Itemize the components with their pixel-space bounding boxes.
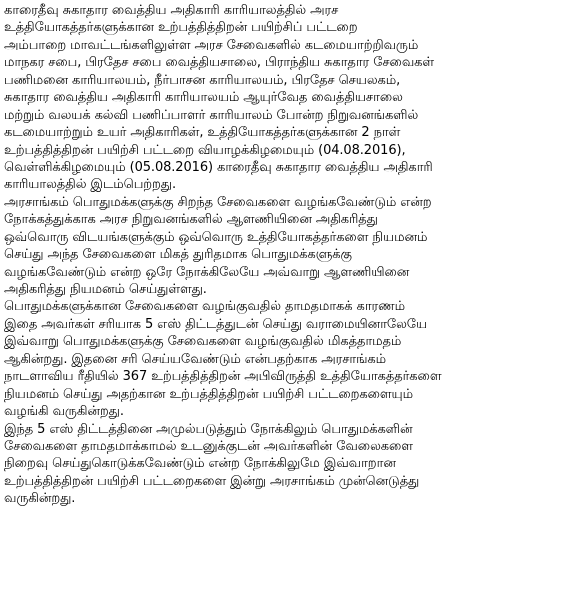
text-line: அதிகரித்து நியமனம் செய்துள்ளது. [4, 282, 207, 297]
text-line: இதை அவர்கள் சரியாக 5 எஸ் திட்டத்துடன் செய்து வராமையினாலேயே [4, 316, 428, 332]
text-line: வெள்ளிக்கிழமையும் (05.08.2016) காரைதீவு சுகாதார வைத்திய அதிகாரி [4, 159, 433, 175]
text-line: இந்த 5 எஸ் திட்டத்தினை அமுல்படுத்தும் நோக்கிலும் பொதுமக்களின் [4, 421, 413, 437]
text-line: நாடளாவிய ரீதியில் 367 உற்பத்தித்திறன் அபிவிருத்தி உத்தியோகத்தர்களை [4, 369, 442, 385]
text-line: உற்பத்தித்திறன் பயிற்சி பட்டறைகளை இன்று அரசாங்கம் முன்னெடுத்து [4, 473, 420, 489]
text-line: வருகின்றது. [4, 491, 76, 507]
text-line: பணிமனை காரியாலயம், நீர்பாசன காரியாலயம், பிரதேச செயலகம், [4, 72, 401, 88]
text-line: மாநகர சபை, பிரதேச சபை வைத்தியசாலை, பிராந்திய சுகாதார சேவைகள் [4, 55, 435, 71]
text-line: காரியாலத்தில் இடம்பெற்றது. [4, 177, 176, 193]
paragraph-2 [4, 194, 561, 299]
text-line: வழங்கி வருகின்றது. [4, 404, 124, 420]
text-line: சுகாதார வைத்திய அதிகாரி காரியாலயம் ஆயுர்வேத வைத்தியசாலை [4, 90, 403, 106]
paragraph-1 [4, 2, 561, 194]
text-line: பொதுமக்களுக்கான சேவைகளை வழங்குவதில் தாமதமாகக் காரணம் [4, 299, 405, 315]
text-line: நிறைவு செய்துகொடுக்கவேண்டும் என்ற நோக்கிலுமே இவ்வாறான [4, 456, 396, 472]
text-line: வழங்கவேண்டும் என்ற ஒரே நோக்கிலேயே அவ்வாறு ஆளணியினை [4, 264, 410, 280]
text-line: காரைதீவு சுகாதார வைத்திய அதிகாரி காரியாலத்தில் அரச [4, 3, 339, 18]
text-line: உத்தியோகத்தர்களுக்கான உற்பத்தித்திறன் பயிற்சிப் பட்டறை [4, 20, 358, 36]
text-line: ஆகின்றது. இதனை சரி செய்யவேண்டும் என்பதற்காக அரசாங்கம் [4, 351, 386, 367]
text-line: மற்றும் வலயக் கல்வி பணிப்பாளர் காரியாலம் போன்ற நிறுவனங்களில் [4, 107, 419, 123]
text-line: ஒவ்வொரு விடயங்களுக்கும் ஒவ்வொரு உத்தியோகத்தர்களை நியமனம் [4, 229, 428, 245]
text-line: நியமனம் செய்து அதற்கான உற்பத்தித்திறன் பயிற்சி பட்டறைகளையும் [4, 386, 413, 402]
text-line: சேவைகளை தாமதமாக்காமல் உடனுக்குடன் அவர்களின் வேலைகளை [4, 438, 413, 454]
text-line: உற்பத்தித்திறன் பயிற்சி பட்டறை வியாழக்கிழமையும் (04.08.2016), [4, 142, 406, 158]
paragraph-3 [4, 298, 561, 420]
text-line: அம்பாறை மாவட்டங்களிலுள்ள அரச சேவைகளில் கடமையாற்றிவரும் [4, 37, 419, 53]
text-line: கடமையாற்றும் உயர் அதிகாரிகள், உத்தியோகத்தர்களுக்கான 2 நாள் [4, 125, 401, 141]
text-line: செய்து அந்த சேவைகளை மிகத் துரிதமாக பொதுமக்களுக்கு [4, 247, 352, 263]
paragraph-4 [4, 421, 561, 508]
text-line: நோக்கத்துக்காக அரச நிறுவனங்களில் ஆளணியினை அதிகரித்து [4, 212, 378, 228]
text-line: அரசாங்கம் பொதுமக்களுக்கு சிறந்த சேவைகளை வழங்கவேண்டும் என்ற [4, 194, 432, 210]
text-line: இவ்வாறு பொதுமக்களுக்கு சேவைகளை வழங்குவதில் மிகத்தாமதம் [4, 334, 402, 350]
